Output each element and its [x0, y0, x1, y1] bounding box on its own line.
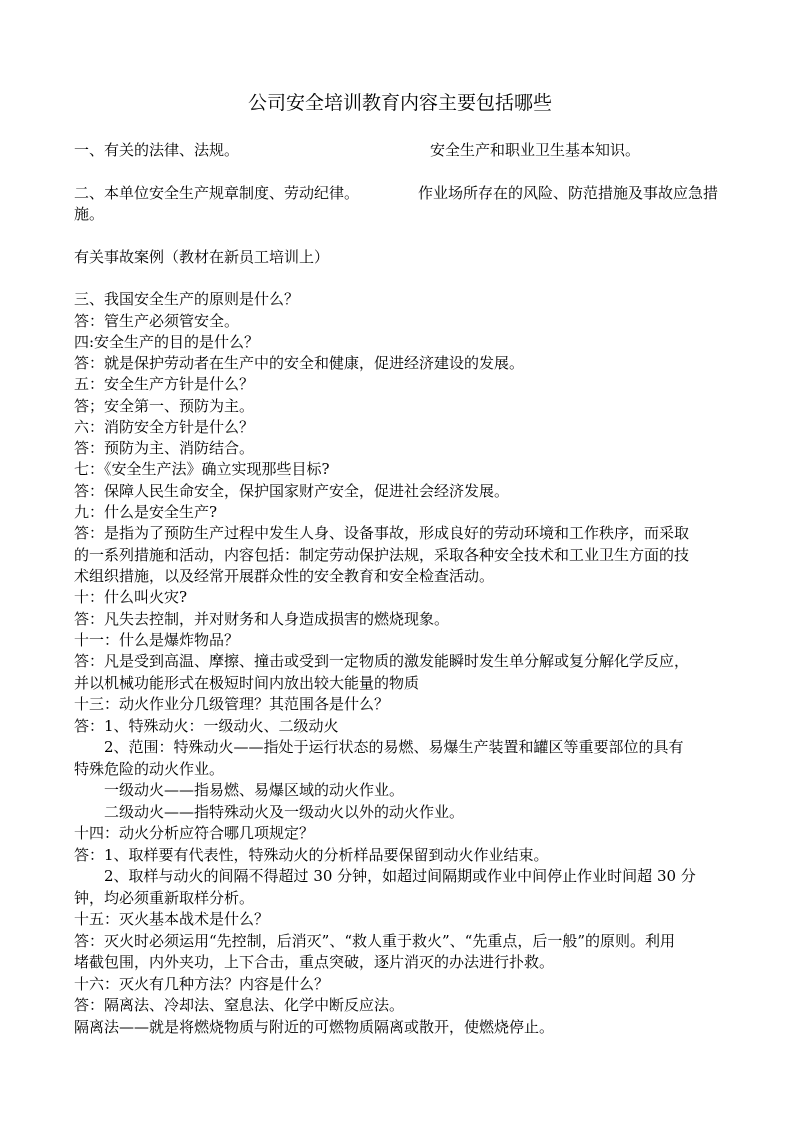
- qa-line: 术组织措施，以及经常开展群众性的安全教育和安全检查活动。: [74, 567, 495, 585]
- qa-line: 十四：动火分析应符合哪几项规定？: [74, 824, 315, 842]
- qa-line: 一级动火——指易燃、易爆区域的动火作业。: [74, 781, 405, 799]
- intro-item-2-right: 作业场所存在的风险、防范措施及事故应急措: [418, 184, 719, 202]
- qa-line: 五：安全生产方针是什么？: [74, 375, 255, 393]
- qa-line: 并以机械功能形式在极短时间内放出较大能量的物质: [74, 674, 420, 692]
- qa-line: 九：什么是安全生产?: [74, 503, 218, 521]
- qa-line: 六：消防安全方针是什么？: [74, 418, 255, 436]
- qa-line: 答；安全第一、预防为主。: [74, 397, 255, 415]
- qa-line: 的一系列措施和活动，内容包括：制定劳动保护法规，采取各种安全技术和工业卫生方面的技: [74, 546, 690, 564]
- qa-line: 答：1、特殊动火：一级动火、二级动火: [74, 717, 339, 735]
- qa-line: 十六：灭火有几种方法？内容是什么？: [74, 975, 330, 993]
- qa-line: 答：凡是受到高温、摩擦、撞击或受到一定物质的激发能瞬时发生单分解或复分解化学反应，: [74, 652, 690, 670]
- qa-line: 答：是指为了预防生产过程中发生人身、设备事故，形成良好的劳动环境和工作秩序，而采取: [74, 524, 690, 542]
- qa-line: 答：保障人民生命安全，保护国家财产安全，促进社会经济发展。: [74, 482, 510, 500]
- qa-line: 四:安全生产的目的是什么？: [74, 333, 260, 351]
- qa-line: 十：什么叫火灾?: [74, 588, 188, 606]
- qa-line: 七：《安全生产法》确立实现那些目标?: [74, 460, 330, 478]
- qa-line: 三、我国安全生产的原则是什么？: [74, 290, 300, 308]
- qa-line: 钟，均必须重新取样分析。: [74, 889, 255, 907]
- qa-line: 答：管生产必须管安全。: [74, 312, 240, 330]
- qa-line: 堵截包围，内外夹功，上下合击，重点突破，逐片消灭的办法进行扑救。: [74, 953, 555, 971]
- qa-line: 答：灭火时必须运用“先控制，后消灭”、“救人重于救火”、“先重点，后一般”的原则。利用: [74, 932, 676, 950]
- qa-line: 2、范围：特殊动火——指处于运行状态的易燃、易爆生产装置和罐区等重要部位的具有: [74, 738, 684, 756]
- intro-cases: 有关事故案例（教材在新员工培训上）: [74, 248, 330, 266]
- qa-line: 十五：灭火基本战术是什么？: [74, 910, 270, 928]
- intro-item-2-cont: 施。: [74, 205, 105, 223]
- qa-line: 答：预防为主、消防结合。: [74, 439, 255, 457]
- qa-line: 2、取样与动火的间隔不得超过 30 分钟，如超过间隔期或作业中间停止作业时间超 30 分: [74, 867, 696, 885]
- qa-line: 特殊危险的动火作业。: [74, 760, 225, 778]
- qa-line: 十一：什么是爆炸物品？: [74, 631, 240, 649]
- qa-line: 答：就是保护劳动者在生产中的安全和健康，促进经济建设的发展。: [74, 354, 525, 372]
- qa-line: 答：隔离法、冷却法、窒息法、化学中断反应法。: [74, 996, 405, 1014]
- qa-line: 答：凡失去控制，并对财务和人身造成损害的燃烧现象。: [74, 610, 450, 628]
- qa-line: 答：1、取样要有代表性，特殊动火的分析样品要保留到动火作业结束。: [74, 846, 549, 864]
- intro-item-1: 一、有关的法律、法规。: [74, 141, 240, 159]
- qa-line: 十三：动火作业分几级管理？其范围各是什么？: [74, 695, 390, 713]
- document-title: 公司安全培训教育内容主要包括哪些: [247, 92, 552, 114]
- qa-line: 隔离法——就是将燃烧物质与附近的可燃物质隔离或散开，使燃烧停止。: [74, 1018, 555, 1036]
- intro-item-1-right: 安全生产和职业卫生基本知识。: [430, 141, 641, 159]
- qa-line: 二级动火——指特殊动火及一级动火以外的动火作业。: [74, 803, 465, 821]
- intro-item-2: 二、本单位安全生产规章制度、劳动纪律。: [74, 184, 360, 202]
